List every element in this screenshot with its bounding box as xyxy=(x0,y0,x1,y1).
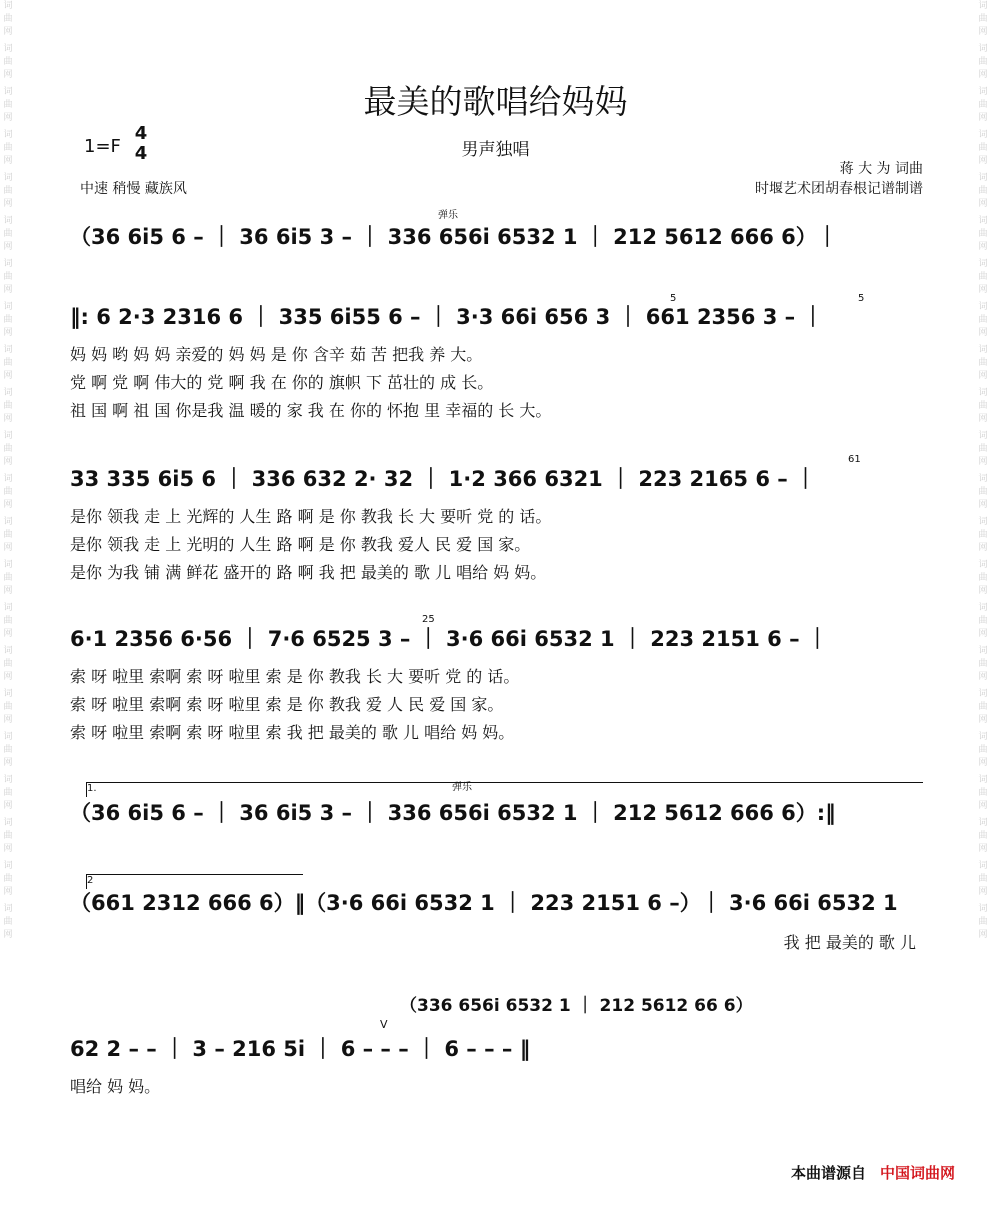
watermark-text: 词曲网 xyxy=(3,904,13,940)
notation-line: 33 335 6i5 6 ｜ 336 632 2· 32 ｜ 1·2 366 6321 ｜ 223 2165 6 – ｜ xyxy=(70,467,817,491)
watermark-text: 词曲网 xyxy=(978,302,988,338)
watermark-text: 词曲网 xyxy=(978,388,988,424)
watermark-text: 词曲网 xyxy=(3,474,13,510)
watermark-text: 词曲网 xyxy=(978,818,988,854)
watermark-text: 词曲网 xyxy=(978,517,988,553)
lyric-line: 我 把 最美的 歌 儿 xyxy=(783,933,916,952)
grace-note: 5 xyxy=(670,293,677,304)
watermark-text: 词曲网 xyxy=(3,603,13,639)
watermark-text: 词曲网 xyxy=(3,216,13,252)
lyric-line: 党 啊 党 啊 伟大的 党 啊 我 在 你的 旗帜 下 茁壮的 成 长。 xyxy=(70,373,494,392)
watermark-text: 词曲网 xyxy=(3,689,13,725)
right-watermark-strip xyxy=(975,0,991,1213)
notation-line: （36 6i5 6 – ｜ 36 6i5 3 – ｜ 336 656i 6532 1 ｜ 212 5612 666 6）:‖ xyxy=(70,801,836,825)
lyric-line: 唱给 妈 妈。 xyxy=(70,1077,161,1096)
watermark-text: 词曲网 xyxy=(3,1,13,37)
watermark-text: 词曲网 xyxy=(978,474,988,510)
lyric-line: 是你 为我 铺 满 鲜花 盛开的 路 啊 我 把 最美的 歌 儿 唱给 妈 妈。 xyxy=(70,563,547,582)
notation-line: 62 2 – – ｜ 3 – 216 5i ｜ 6 – – – ｜ 6 – – – ‖ xyxy=(70,1037,531,1061)
notation-line: ‖: 6 2·3 2316 6 ｜ 335 6i55 6 – ｜ 3·3 66i 656 3 ｜ 661 2356 3 – ｜ xyxy=(70,305,824,329)
watermark-text: 词曲网 xyxy=(978,732,988,768)
intro-annotation: 弹乐 xyxy=(438,210,458,221)
watermark-text: 词曲网 xyxy=(3,861,13,897)
tempo-marking: 中速 稍慢 藏族风 xyxy=(80,181,187,197)
transcriber-credit: 时堰艺术团胡春根记谱制谱 xyxy=(755,181,923,197)
grace-note: 25 xyxy=(422,614,435,625)
watermark-text: 词曲网 xyxy=(3,44,13,80)
watermark-text: 词曲网 xyxy=(978,216,988,252)
watermark-text: 词曲网 xyxy=(978,1,988,37)
watermark-text: 词曲网 xyxy=(3,259,13,295)
first-ending-label: 1. xyxy=(87,783,97,794)
key-signature: 1=F xyxy=(84,136,121,157)
watermark-text: 词曲网 xyxy=(3,517,13,553)
watermark-text: 词曲网 xyxy=(978,646,988,682)
watermark-text: 词曲网 xyxy=(3,87,13,123)
lyric-line: 祖 国 啊 祖 国 你是我 温 暖的 家 我 在 你的 怀抱 里 幸福的 长 大。 xyxy=(70,401,552,420)
source-footer xyxy=(791,1162,955,1183)
watermark-text: 词曲网 xyxy=(3,818,13,854)
watermark-text: 词曲网 xyxy=(3,302,13,338)
watermark-text: 词曲网 xyxy=(978,345,988,381)
lyric-line: 是你 领我 走 上 光辉的 人生 路 啊 是 你 教我 长 大 要听 党 的 话。 xyxy=(70,507,552,526)
notation-line: 6·1 2356 6·56 ｜ 7·6 6525 3 – ｜ 3·6 66i 6532 1 ｜ 223 2151 6 – ｜ xyxy=(70,627,828,651)
watermark-text: 词曲网 xyxy=(978,44,988,80)
interlude-annotation: 弹乐 xyxy=(452,782,472,793)
watermark-text: 词曲网 xyxy=(3,130,13,166)
watermark-text: 词曲网 xyxy=(3,646,13,682)
lyric-line: 索 呀 啦里 索啊 索 呀 啦里 索 是 你 教我 爱 人 民 爱 国 家。 xyxy=(70,695,504,714)
watermark-text: 词曲网 xyxy=(3,173,13,209)
performance-type: 男声独唱 xyxy=(461,140,530,160)
meter-bottom: 4 xyxy=(134,143,148,164)
watermark-text: 词曲网 xyxy=(978,775,988,811)
watermark-text: 词曲网 xyxy=(978,130,988,166)
watermark-text: 词曲网 xyxy=(3,732,13,768)
watermark-text: 词曲网 xyxy=(978,603,988,639)
accompaniment-line: （336 656i 6532 1 ｜ 212 5612 66 6） xyxy=(400,995,753,1016)
watermark-text: 词曲网 xyxy=(3,345,13,381)
watermark-text: 词曲网 xyxy=(3,388,13,424)
watermark-text: 词曲网 xyxy=(978,560,988,596)
second-ending-label: 2 xyxy=(87,875,94,886)
watermark-text: 词曲网 xyxy=(978,259,988,295)
breath-mark: V xyxy=(380,1018,388,1031)
meter-top: 4 xyxy=(134,123,148,144)
left-watermark-strip xyxy=(0,0,16,1213)
watermark-text: 词曲网 xyxy=(3,775,13,811)
lyric-line: 妈 妈 哟 妈 妈 亲爱的 妈 妈 是 你 含辛 茹 苦 把我 养 大。 xyxy=(70,345,483,364)
watermark-text: 词曲网 xyxy=(978,689,988,725)
lyricist-credit: 蒋 大 为 词曲 xyxy=(839,161,923,177)
song-title: 最美的歌唱给妈妈 xyxy=(363,82,628,121)
notation-line: （661 2312 666 6）‖（3·6 66i 6532 1 ｜ 223 2151 6 –）｜ 3·6 66i 6532 1 xyxy=(70,891,898,915)
watermark-text: 词曲网 xyxy=(3,560,13,596)
watermark-text: 词曲网 xyxy=(978,87,988,123)
source-label: 本曲谱源自 xyxy=(790,1164,866,1182)
notation-line: （36 6i5 6 – ｜ 36 6i5 3 – ｜ 336 656i 6532 1 ｜ 212 5612 666 6）｜ xyxy=(70,225,838,249)
lyric-line: 是你 领我 走 上 光明的 人生 路 啊 是 你 教我 爱人 民 爱 国 家。 xyxy=(70,535,531,554)
watermark-text: 词曲网 xyxy=(3,431,13,467)
grace-note: 5 xyxy=(858,293,865,304)
lyric-line: 索 呀 啦里 索啊 索 呀 啦里 索 是 你 教我 长 大 要听 党 的 话。 xyxy=(70,667,520,686)
lyric-line: 索 呀 啦里 索啊 索 呀 啦里 索 我 把 最美的 歌 儿 唱给 妈 妈。 xyxy=(70,723,515,742)
grace-note: 61 xyxy=(848,454,861,465)
watermark-text: 词曲网 xyxy=(978,431,988,467)
watermark-text: 词曲网 xyxy=(978,904,988,940)
watermark-text: 词曲网 xyxy=(978,173,988,209)
source-site-link[interactable]: 中国词曲网 xyxy=(879,1164,955,1182)
watermark-text: 词曲网 xyxy=(978,861,988,897)
